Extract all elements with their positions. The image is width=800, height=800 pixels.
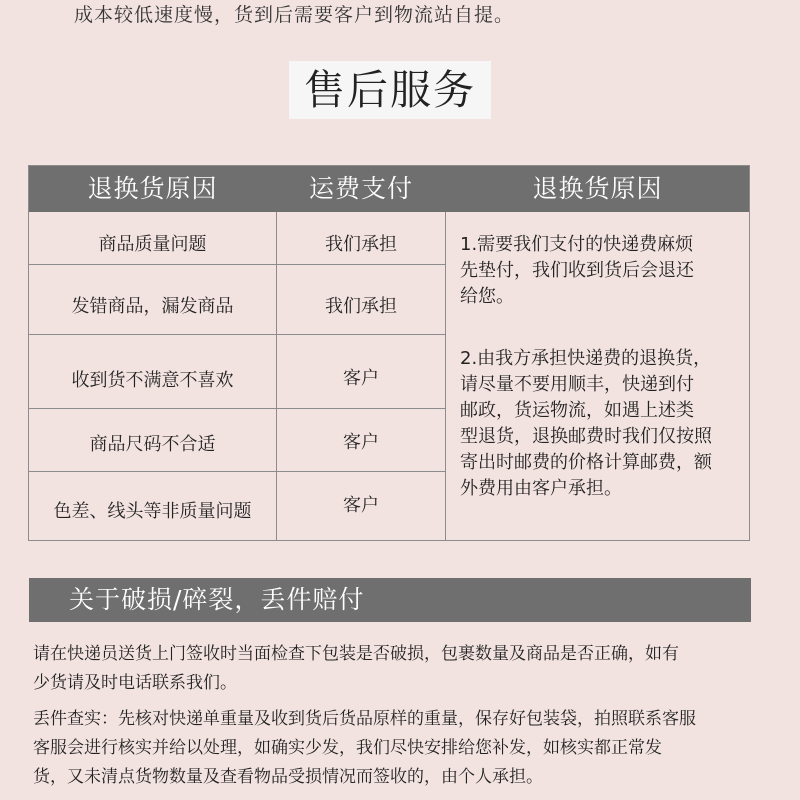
- section-title: 售后服务: [289, 61, 491, 119]
- note-line: 型退货，退换邮费时我们仅按照: [460, 426, 712, 447]
- table-row-payer: 客户: [343, 432, 379, 453]
- note-line: 外费用由客户承担。: [460, 478, 622, 499]
- shipping-note: 成本较低速度慢，货到后需要客户到物流站自提。: [74, 4, 515, 26]
- row-divider: [29, 264, 446, 265]
- table-row-reason: 收到货不满意不喜欢: [71, 370, 234, 391]
- return-note-2: [460, 346, 750, 502]
- damage-paragraph-1: [33, 640, 773, 698]
- table-row-reason: 商品尺码不合适: [89, 434, 216, 455]
- header-notes: 退换货原因: [532, 174, 663, 203]
- paragraph-line: 少货请及时电话联系我们。: [33, 673, 237, 693]
- paragraph-line: 请在快递员送货上门签收时当面检查下包装是否破损，包裹数量及商品是否正确，如有: [33, 644, 679, 664]
- table-row-payer: 我们承担: [325, 234, 397, 255]
- return-note-1: [460, 232, 750, 310]
- damage-section-header: [29, 578, 751, 622]
- table-header: [29, 166, 749, 212]
- table-row-payer: 客户: [343, 495, 379, 516]
- after-sales-table: [28, 165, 750, 541]
- paragraph-line: 丢件查实：先核对快递单重量及收到货后货品原样的重量，保存好包装袋，拍照联系客服: [33, 709, 696, 729]
- table-row-payer: 客户: [343, 368, 379, 389]
- note-line: 先垫付，我们收到货后会退还: [460, 260, 694, 281]
- note-line: 给您。: [460, 286, 514, 307]
- note-line: 2.由我方承担快递费的退换货，: [460, 348, 712, 369]
- paragraph-line: 货，又未清点货物数量及查看物品受损情况而签收的，由个人承担。: [33, 767, 543, 787]
- note-line: 邮政，货运物流，如遇上述类: [460, 400, 694, 421]
- header-reason: 退换货原因: [87, 174, 218, 203]
- paragraph-line: 客服会进行核实并给以处理，如确实少发，我们尽快安排给您补发，如核实都正常发: [33, 738, 662, 758]
- row-divider: [29, 408, 446, 409]
- row-divider: [29, 334, 446, 335]
- table-row-payer: 我们承担: [325, 296, 397, 317]
- table-row-reason: 色差、线头等非质量问题: [53, 501, 252, 522]
- note-line: 1.需要我们支付的快递费麻烦: [460, 234, 694, 255]
- row-divider: [29, 471, 446, 472]
- table-row-reason: 发错商品，漏发商品: [71, 296, 234, 317]
- header-shipping-payer: 运费支付: [308, 174, 413, 203]
- note-line: 请尽量不要用顺丰，快递到付: [460, 374, 694, 395]
- note-line: 寄出时邮费的价格计算邮费，额: [460, 452, 712, 473]
- damage-paragraph-2: [33, 705, 773, 792]
- table-row-reason: 商品质量问题: [98, 234, 207, 255]
- damage-section-title: 关于破损/碎裂，丢件赔付: [69, 585, 365, 614]
